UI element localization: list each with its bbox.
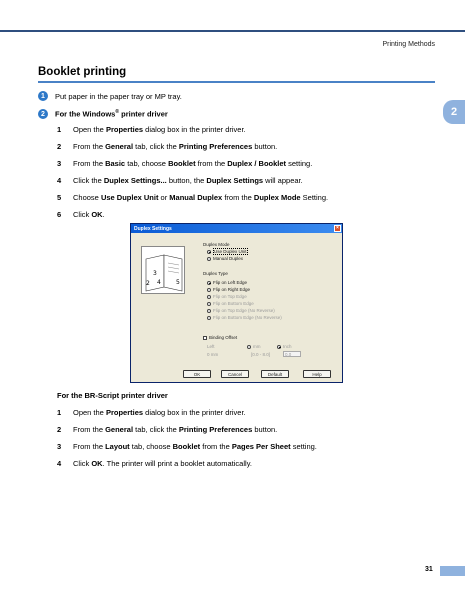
step-number: 5 <box>57 193 62 202</box>
radio-manual-duplex[interactable]: Manual Duplex <box>207 256 243 261</box>
booklet-page-label: 2 <box>146 280 150 287</box>
bullet-step-2 <box>38 109 168 119</box>
booklet-preview-image <box>141 246 185 294</box>
step-item <box>57 159 312 168</box>
dialog-title: Duplex Settings <box>134 225 172 232</box>
step-text: Click the Duplex Settings... button, the Duplex Settings will appear. <box>73 176 303 185</box>
bullet-step-1 <box>38 91 182 101</box>
step-text: From the General tab, click the Printing Preferences button. <box>73 425 278 434</box>
ok-button[interactable]: OK <box>183 370 211 378</box>
step-number: 4 <box>57 176 62 185</box>
running-header: Printing Methods <box>382 41 435 48</box>
brscript-heading: For the BR-Script printer driver <box>57 391 168 400</box>
step-number: 3 <box>57 442 62 451</box>
step-number-icon: 1 <box>38 91 48 101</box>
offset-left-label: Left <box>207 344 215 349</box>
footer-tab <box>440 566 465 576</box>
step-number-icon: 2 <box>38 109 48 119</box>
step-item <box>57 176 303 185</box>
binding-offset-checkbox[interactable]: Binding Offset <box>203 335 237 340</box>
help-button[interactable]: Help <box>303 370 331 378</box>
dialog-title-bar <box>131 224 342 233</box>
step-item <box>57 193 328 202</box>
step-number: 6 <box>57 210 62 219</box>
step-text: Open the Properties dialog box in the printer driver. <box>73 408 246 417</box>
title-underline <box>38 81 435 83</box>
step-item <box>57 425 277 434</box>
offset-value-field[interactable]: 0.0 <box>283 351 301 357</box>
booklet-page-label: 5 <box>176 279 180 286</box>
radio-flip-left[interactable]: Flip on Left Edge <box>207 280 247 285</box>
step-item <box>57 408 246 417</box>
step-item <box>57 210 105 219</box>
step-text: Choose Use Duplex Unit or Manual Duplex from the Duplex Mode Setting. <box>73 193 329 202</box>
step-number: 2 <box>57 142 62 151</box>
step-text: Click OK. The printer will print a booklet automatically. <box>73 459 252 468</box>
step-text: From the Basic tab, choose Booklet from the Duplex / Booklet setting. <box>73 159 313 168</box>
radio-flip-right[interactable]: Flip on Right Edge <box>207 287 250 292</box>
default-button[interactable]: Default <box>261 370 289 378</box>
page-title: Booklet printing <box>38 66 127 78</box>
bullet-text: For the Windows® printer driver <box>55 109 168 119</box>
radio-flip-bottom-no-reverse[interactable]: Flip on Bottom Edge (No Reverse) <box>207 315 282 320</box>
step-number: 2 <box>57 425 62 434</box>
step-item <box>57 125 246 134</box>
offset-value-label: 0 mm <box>207 352 219 357</box>
booklet-page-label: 3 <box>153 270 157 277</box>
page-number: 31 <box>425 566 433 573</box>
close-icon[interactable]: × <box>334 225 341 232</box>
duplex-settings-dialog <box>130 223 343 383</box>
radio-flip-top-no-reverse[interactable]: Flip on Top Edge (No Reverse) <box>207 308 275 313</box>
step-text: From the Layout tab, choose Booklet from the Pages Per Sheet setting. <box>73 442 317 451</box>
booklet-page-label: 4 <box>157 279 161 286</box>
step-number: 1 <box>57 125 62 134</box>
offset-range: [0.0 - 8.0] <box>251 352 271 357</box>
step-item <box>57 459 252 468</box>
radio-unit-mm[interactable]: mm <box>247 344 261 349</box>
radio-unit-inch[interactable]: Inch <box>277 344 292 349</box>
step-text: Open the Properties dialog box in the printer driver. <box>73 125 246 134</box>
bullet-text: Put paper in the paper tray or MP tray. <box>55 91 182 101</box>
step-text: Click OK. <box>73 210 105 219</box>
step-number: 3 <box>57 159 62 168</box>
step-number: 4 <box>57 459 62 468</box>
step-item <box>57 142 277 151</box>
duplex-mode-label: Duplex Mode <box>203 242 230 247</box>
step-number: 1 <box>57 408 62 417</box>
header-rule <box>0 30 465 32</box>
step-item <box>57 442 317 451</box>
radio-flip-top[interactable]: Flip on Top Edge <box>207 294 247 299</box>
chapter-tab: 2 <box>443 100 465 124</box>
radio-flip-bottom[interactable]: Flip on Bottom Edge <box>207 301 254 306</box>
step-text: From the General tab, click the Printing Preferences button. <box>73 142 278 151</box>
duplex-type-label: Duplex Type <box>203 271 228 276</box>
cancel-button[interactable]: Cancel <box>221 370 249 378</box>
radio-use-duplex-unit[interactable]: Use Duplex Unit <box>207 249 248 254</box>
